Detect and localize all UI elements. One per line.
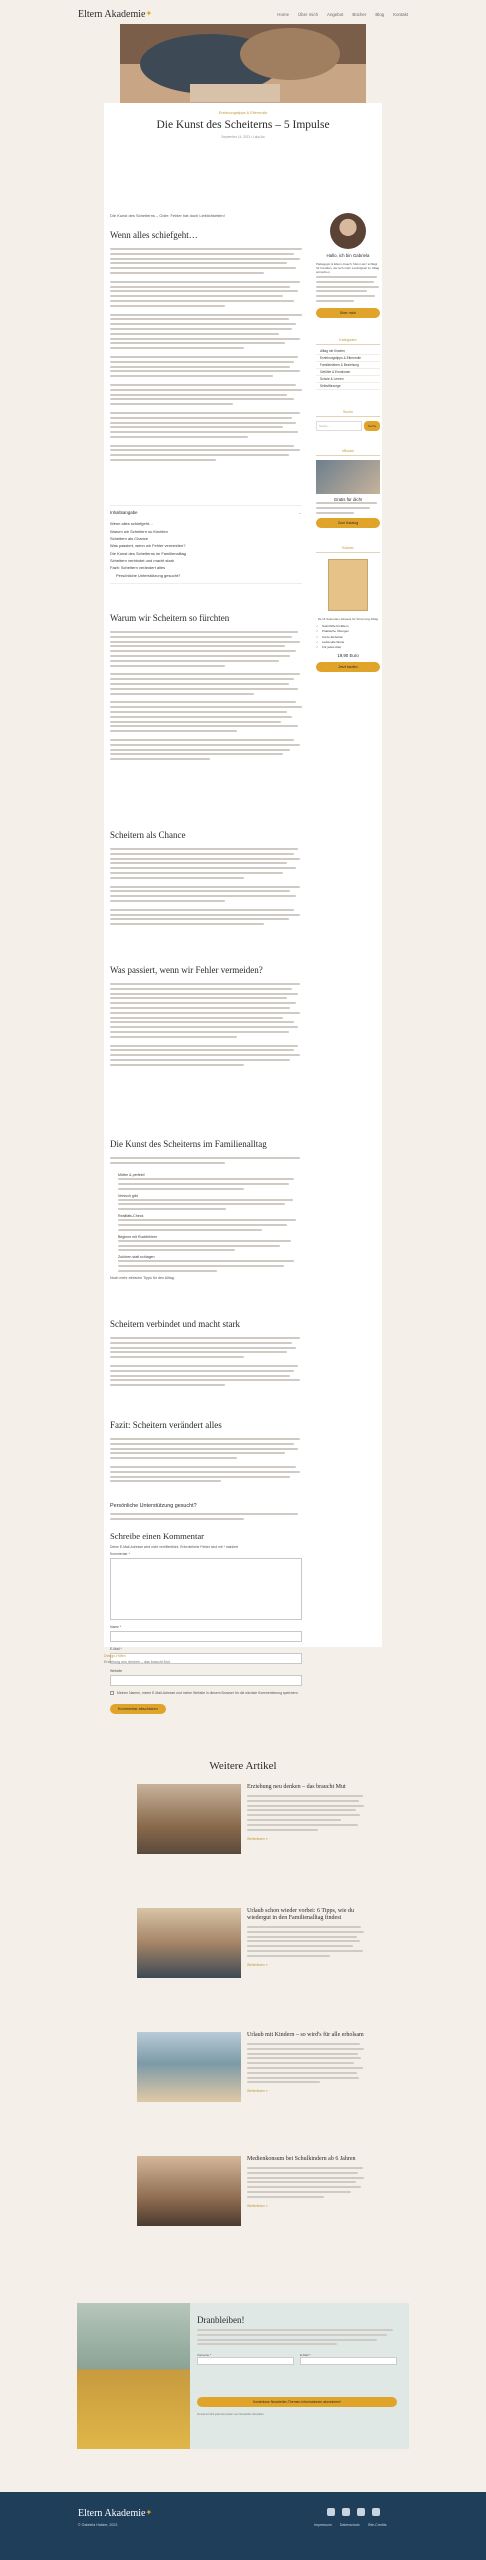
categories-title: Kategorien <box>316 338 380 345</box>
support-heading: Persönliche Unterstützung gesucht? <box>110 1503 197 1509</box>
section-heading: Die Kunst des Scheiterns im Familienalltag <box>110 1139 267 1149</box>
newsletter-text <box>197 2329 397 2365</box>
facebook-icon[interactable] <box>327 2508 335 2516</box>
website-field[interactable] <box>110 1675 302 1686</box>
read-more-link[interactable]: Weiterlesen » <box>247 2203 268 2208</box>
sparkle-icon: ✦ <box>145 2508 153 2517</box>
site-logo[interactable]: Eltern Akademie✦ <box>78 8 153 20</box>
author-bio: Pädagogin & Eltern-Coach. Mein Herz schlägt für Familien, die sich mehr Leichtigkeit im Alltag wünschen. <box>316 262 380 274</box>
social-icons <box>327 2508 380 2516</box>
related-article[interactable] <box>137 2032 407 2150</box>
author-avatar <box>330 213 366 249</box>
ebook-button[interactable]: Zum Katalog <box>316 518 380 528</box>
text-block <box>110 631 302 763</box>
newsletter-box <box>77 2303 409 2449</box>
name-label: Name * <box>110 1625 122 1629</box>
book-point: ✓ Praktische Übungen <box>316 629 380 634</box>
ebook-title: eBooks <box>316 449 380 456</box>
subscribe-button[interactable]: Kostenlose Newsletter-Themen-Informationen abonnieren! <box>197 2397 397 2407</box>
website-label: Website <box>110 1669 123 1673</box>
article-thumbnail[interactable] <box>137 1908 241 1978</box>
about-me-button[interactable]: Über mich <box>316 308 380 318</box>
book-cover[interactable] <box>328 559 368 611</box>
toc-item[interactable]: Die Kunst des Scheiterns im Familienalltag <box>110 550 187 556</box>
related-article[interactable] <box>137 1908 407 2026</box>
article-title: Die Kunst des Scheiterns – 5 Impulse <box>156 119 330 131</box>
related-article-title[interactable]: Erziehung neu denken – das braucht Mut <box>247 1784 346 1790</box>
toc-item[interactable]: Warum wir Scheitern so fürchten <box>110 528 168 534</box>
nav-item-blog[interactable]: Blog <box>375 11 385 17</box>
article-meta: September 14, 2023 • Laila Aw <box>221 135 265 139</box>
footer-link-credits[interactable]: Site-Credits <box>367 2523 387 2527</box>
text-block <box>110 983 302 1069</box>
section-heading: Scheitern verbindet und macht stark <box>110 1319 240 1329</box>
article-thumbnail[interactable] <box>137 2156 241 2226</box>
ebook-image <box>316 460 380 494</box>
more-tips-note: Noch mehr einfache Tipps für den Alltag. <box>110 1275 175 1280</box>
book-point: ✓ Soforthilfe für Eltern <box>316 624 380 629</box>
category-item[interactable]: Erziehungstipps & Elternrolle <box>316 355 380 362</box>
search-input[interactable]: Suche … <box>316 421 362 431</box>
hero-image <box>120 24 366 108</box>
text-block <box>110 1438 302 1485</box>
toc-item[interactable]: Fazit: Scheitern verändert alles <box>110 565 166 571</box>
newsletter-email-label: E-Mail * <box>300 2353 311 2358</box>
search-button[interactable]: Suche <box>364 421 380 431</box>
book-price: 19,90 Euro <box>337 652 359 658</box>
toc-item[interactable]: Scheitern verbindet und macht stark <box>110 558 175 564</box>
book-subtitle: Der 8-Sekunden-Hinweis für Stimmung Alltag <box>317 616 379 621</box>
related-article-title[interactable]: Medienkonsum bei Schulkindern ab 6 Jahren <box>247 2156 356 2162</box>
buy-book-button[interactable]: Jetzt kaufen <box>316 662 380 672</box>
table-of-contents <box>110 505 302 584</box>
nav-item-home[interactable]: Home <box>277 11 290 17</box>
newsletter-email-field[interactable] <box>300 2357 397 2365</box>
comment-form <box>110 1531 302 1715</box>
pinterest-icon[interactable] <box>357 2508 365 2516</box>
read-more-link[interactable]: Weiterlesen » <box>247 2089 268 2094</box>
toc-header[interactable]: Inhaltsangabe ⌄ <box>110 510 302 515</box>
site-footer <box>0 2492 486 2560</box>
article-intro: Die Kunst des Scheiterns – Oder: Fehler hat doch Lieblichkeiten! <box>110 213 225 218</box>
comment-textarea[interactable] <box>110 1558 302 1620</box>
section-heading: Fazit: Scheitern verändert alles <box>110 1420 222 1430</box>
related-article-title[interactable]: Urlaub mit Kindern – so wird's für alle erholsam <box>247 2032 364 2038</box>
instagram-icon[interactable] <box>342 2508 350 2516</box>
comment-note: Deine E-Mail-Adresse wird nicht veröffentlicht. Erforderliche Felder sind mit * markiert <box>110 1545 239 1549</box>
related-title: Weitere Artikel <box>209 1760 277 1772</box>
list-item: Realitäts-Check <box>118 1214 144 1219</box>
search-widget <box>316 421 380 431</box>
nav-item-about[interactable]: Über mich <box>298 11 319 17</box>
first-name-field[interactable] <box>197 2357 294 2365</box>
comment-label: Kommentar * <box>110 1552 130 1556</box>
category-item[interactable]: Schule & Lernen <box>316 376 380 383</box>
article-category[interactable]: Erziehungstipps & Elternrolle <box>218 111 268 115</box>
text-block <box>110 248 302 464</box>
related-article-title[interactable]: Urlaub schon wieder vorbei: 6 Tipps, wie du wiedergut in den Familienalltag findest <box>247 1908 354 1921</box>
toc-item[interactable]: Scheitern als Chance <box>110 535 149 541</box>
footer-links <box>314 2523 387 2527</box>
copyright: © Gabriela Haitzer, 2023 <box>78 2523 118 2527</box>
youtube-icon[interactable] <box>372 2508 380 2516</box>
category-item[interactable]: Familienleben & Beziehung <box>316 362 380 369</box>
post-navigation <box>104 1654 170 1664</box>
section-heading: Warum wir Scheitern so fürchten <box>110 613 230 623</box>
text-block <box>110 1337 302 1389</box>
article-thumbnail[interactable] <box>137 1784 241 1854</box>
related-article[interactable] <box>137 1784 407 1902</box>
footer-logo[interactable]: Eltern Akademie✦ <box>78 2508 153 2519</box>
save-info-label: Meinen Namen, meine E-Mail-Adresse und meine Website in diesem Browser für die nächste Kommentierung speichern. <box>117 1691 299 1695</box>
article-thumbnail[interactable] <box>137 2032 241 2102</box>
related-article[interactable] <box>137 2156 407 2274</box>
toc-item[interactable]: Wenn alles schiefgeht… <box>110 521 154 527</box>
post-category-link[interactable]: Design-Hilfen <box>104 1654 126 1658</box>
newsletter-image <box>77 2303 190 2449</box>
related-articles <box>0 1760 486 2208</box>
name-field[interactable] <box>110 1631 302 1642</box>
toc-item[interactable]: Persönliche Unterstützung gesucht? <box>116 572 181 578</box>
book-point: ✓ Kurze Einheiten <box>316 634 380 639</box>
comment-title: Schreibe einen Kommentar <box>110 1531 205 1541</box>
book-points <box>316 624 380 650</box>
save-info-checkbox[interactable] <box>110 1691 114 1695</box>
nav-item-books[interactable]: Bücher <box>352 11 367 17</box>
book-point: ✓ Liebevolle Worte <box>316 639 380 644</box>
category-item[interactable]: Gefühle & Emotionen <box>316 369 380 376</box>
search-title: Suche <box>316 410 380 417</box>
chevron-down-icon[interactable]: ⌄ <box>298 510 302 515</box>
list-item: Mütter & perfekt! <box>118 1173 145 1177</box>
read-more-link[interactable]: Weiterlesen » <box>247 1836 268 1841</box>
tips-list <box>110 1173 298 1281</box>
section-heading: Was passiert, wenn wir Fehler vermeiden? <box>110 965 263 975</box>
section-heading: Scheitern als Chance <box>110 830 186 840</box>
author-greeting: Hallo, ich bin Gabriela <box>326 253 370 258</box>
list-item: Zuhören statt schlagen <box>118 1255 155 1260</box>
book-point: ✓ Für jedes Alter <box>316 644 380 649</box>
submit-comment-button[interactable]: Kommentar abschicken <box>110 1704 166 1714</box>
sidebar <box>316 213 380 672</box>
toc-item[interactable]: Was passiert, wenn wir Fehler vermeiden? <box>110 543 186 549</box>
categories-list <box>316 348 380 390</box>
text-block <box>110 848 302 928</box>
nav-item-offer[interactable]: Angebot <box>327 11 344 17</box>
footer-link-impressum[interactable]: Impressum <box>314 2523 332 2527</box>
sparkle-icon: ✦ <box>145 8 153 18</box>
section-heading: Wenn alles schiefgeht… <box>110 230 198 240</box>
nav-item-contact[interactable]: Kontakt <box>393 11 408 17</box>
list-item: Beginne mit Ruckfehlern <box>118 1234 158 1239</box>
text-block <box>110 1513 302 1523</box>
text-block <box>110 1157 302 1167</box>
list-item: Versuch gibt <box>118 1193 138 1198</box>
books-title: Bücher <box>316 546 380 553</box>
first-name-label: Vorname * <box>197 2353 212 2358</box>
previous-post-link[interactable]: Erziehung neu denken – das braucht Mut <box>104 1660 170 1664</box>
ebook-name: Gratis für dich! <box>333 496 363 502</box>
newsletter-title: Dranbleiben! <box>197 2315 245 2325</box>
footer-link-privacy[interactable]: Datenschutz <box>339 2523 360 2527</box>
category-item[interactable]: Alltag mit Kindern <box>316 348 380 355</box>
main-nav <box>277 12 408 17</box>
read-more-link[interactable]: Weiterlesen » <box>247 1962 268 1967</box>
email-label: E-Mail * <box>110 1647 122 1651</box>
newsletter-note: Du kannst dich jederzeit wieder vom Newsletter abmelden. <box>197 2413 265 2416</box>
category-item[interactable]: Selbstfürsorge <box>316 383 380 390</box>
